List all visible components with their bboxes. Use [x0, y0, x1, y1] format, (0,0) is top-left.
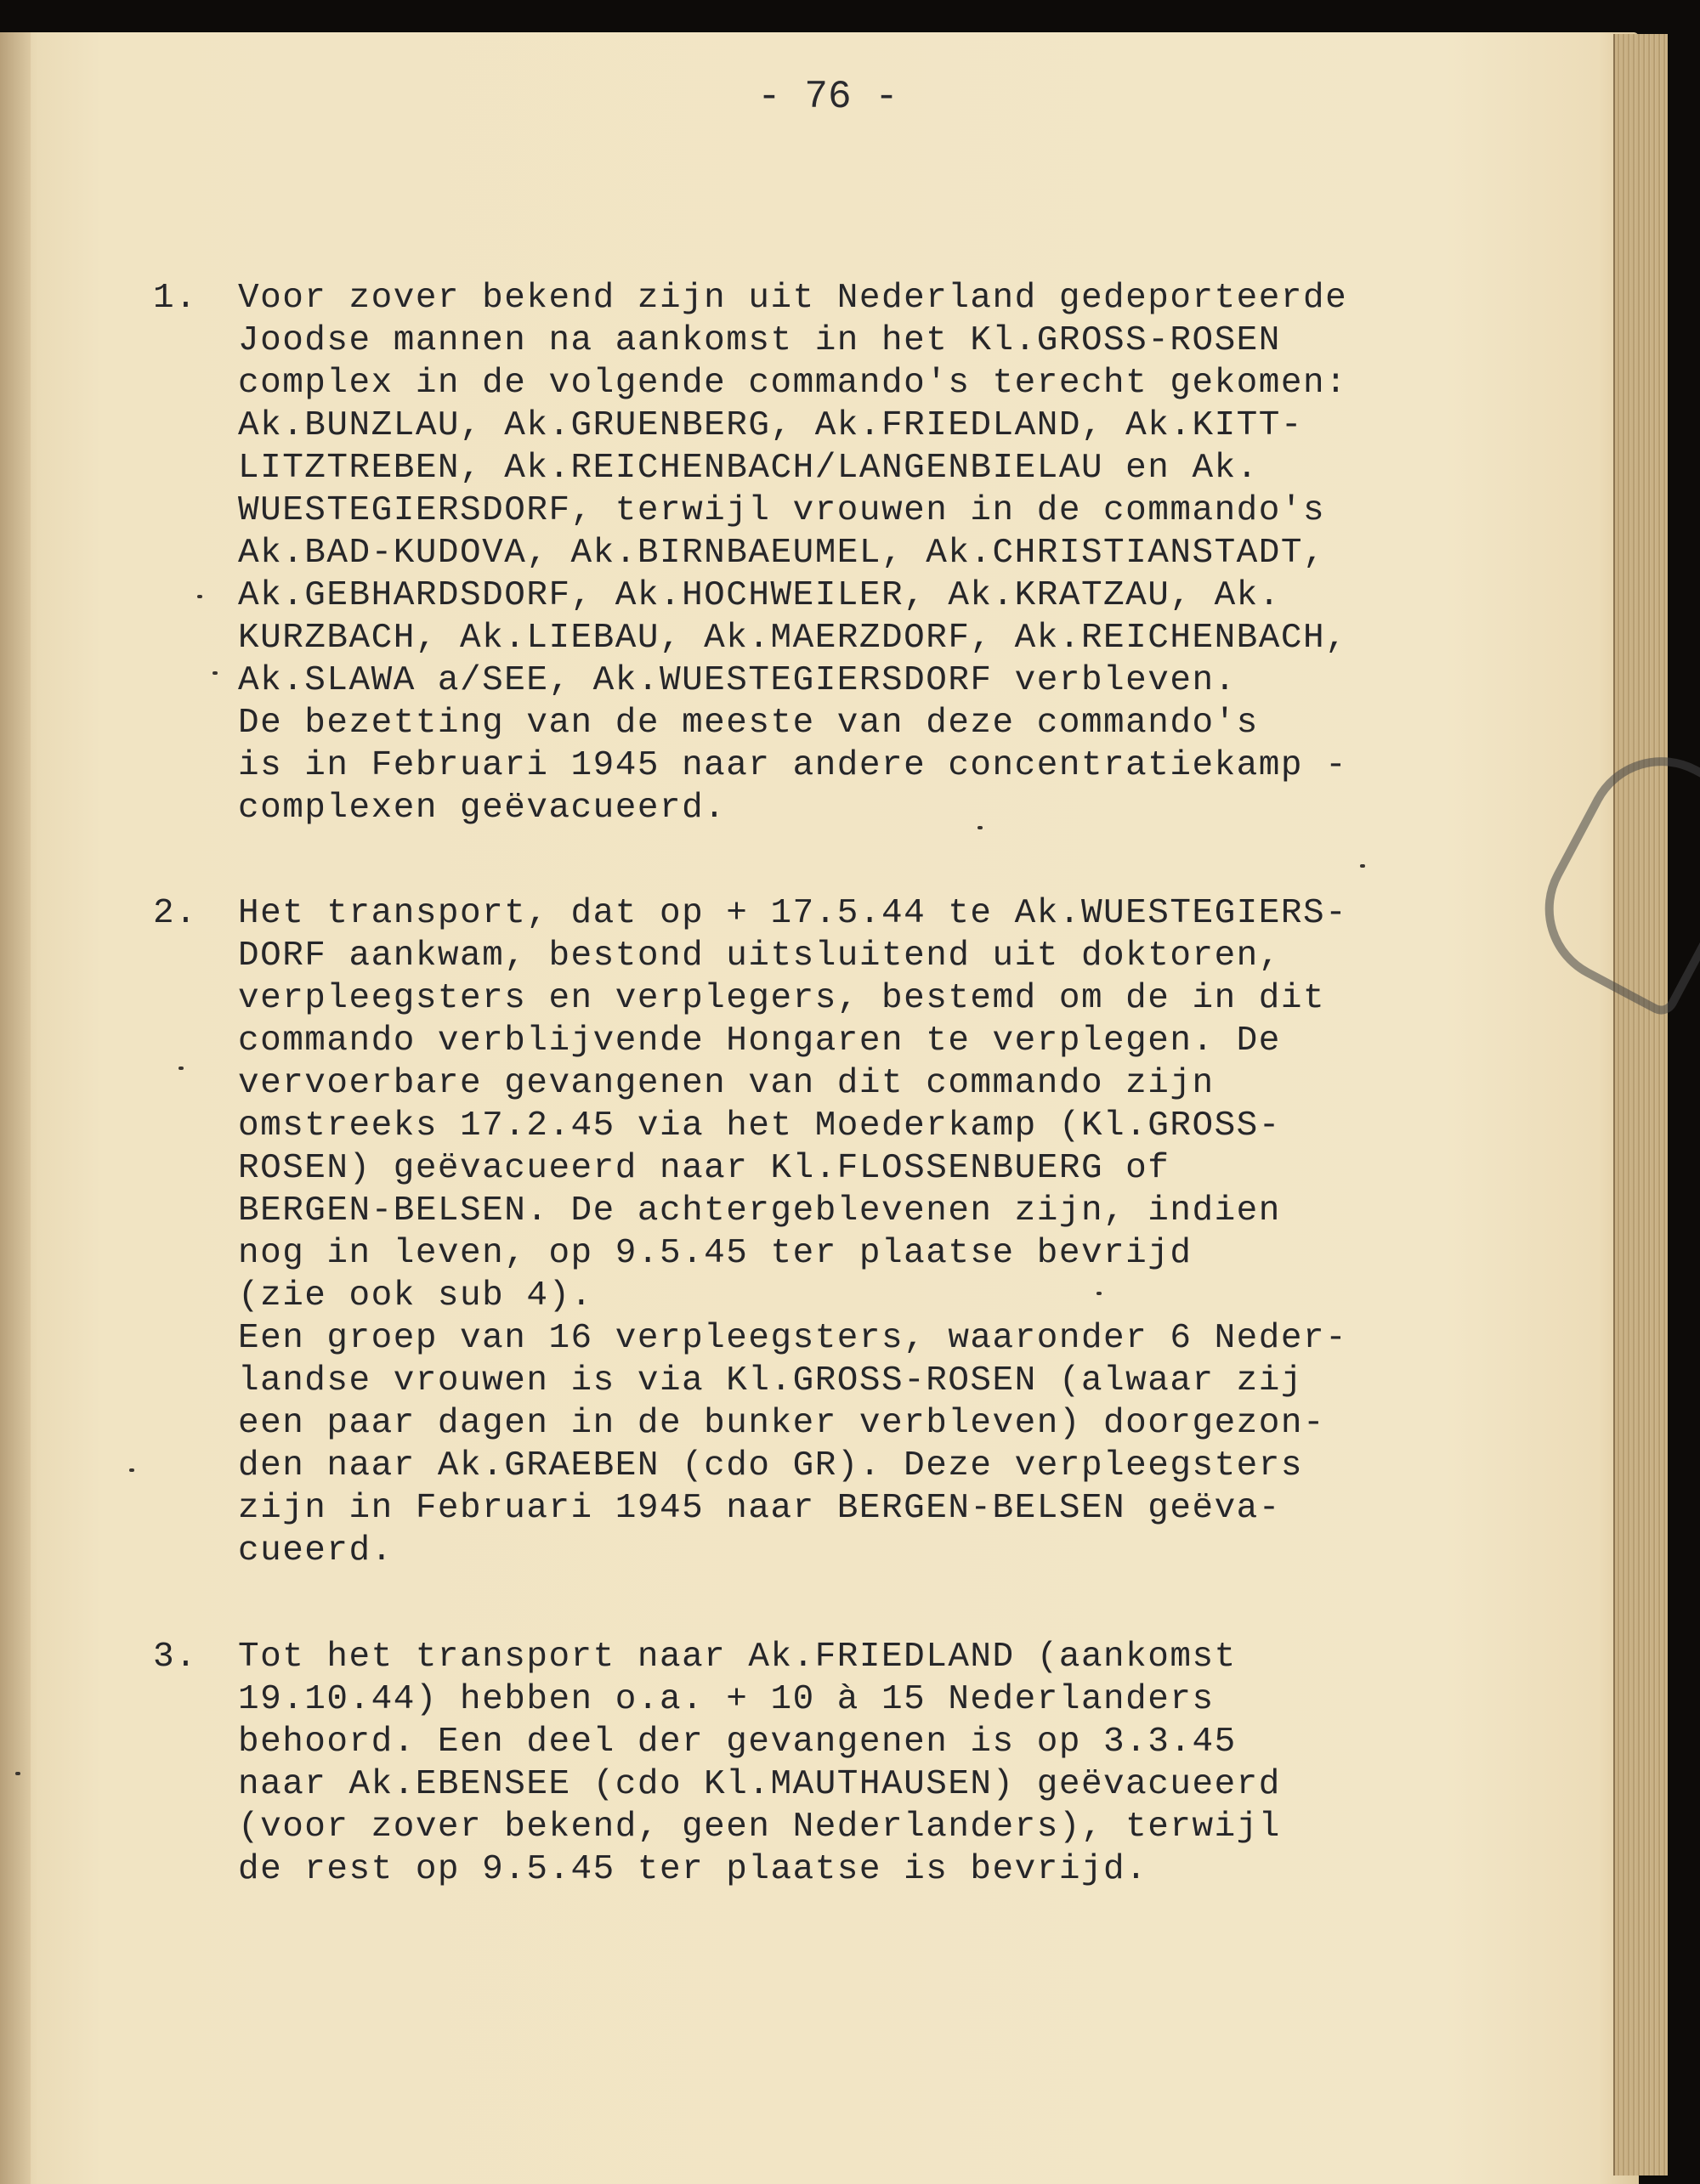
text-line: (voor zover bekend, geen Nederlanders), terwijl: [238, 1808, 1281, 1847]
text-line: complexen geëvacueerd.: [238, 789, 727, 828]
text-line: verpleegsters en verplegers, bestemd om de in dit: [238, 979, 1326, 1018]
paper-speck: [212, 671, 218, 675]
text-line: den naar Ak.GRAEBEN (cdo GR). Deze verpleegsters: [238, 1446, 1303, 1485]
paper-speck: [978, 826, 983, 829]
text-line: zijn in Februari 1945 naar BERGEN-BELSEN geëva-: [238, 1489, 1281, 1528]
text-line: 19.10.44) hebben o.a. + 10 à 15 Nederlanders: [238, 1680, 1215, 1719]
text-line: Joodse mannen na aankomst in het Kl.GROSS-ROSEN: [238, 321, 1281, 360]
paper-speck: [178, 1067, 184, 1070]
paper-speck: [15, 1772, 20, 1775]
text-line: (zie ook sub 4).: [238, 1276, 593, 1315]
text-line: een paar dagen in de bunker verbleven) doorgezon-: [238, 1404, 1326, 1443]
binding-fold: [0, 32, 31, 2184]
text-line: vervoerbare gevangenen van dit commando zijn: [238, 1064, 1215, 1103]
text-line: omstreeks 17.2.45 via het Moederkamp (Kl.GROSS-: [238, 1106, 1281, 1146]
text-line: De bezetting van de meeste van deze commando's: [238, 704, 1259, 743]
paragraph-number: 1.: [153, 279, 198, 318]
text-line: BERGEN-BELSEN. De achtergeblevenen zijn, indien: [238, 1191, 1281, 1231]
text-line: de rest op 9.5.45 ter plaatse is bevrijd.: [238, 1850, 1148, 1889]
text-line: complex in de volgende commando's terecht gekomen:: [238, 364, 1348, 403]
text-line: Ak.BUNZLAU, Ak.GRUENBERG, Ak.FRIEDLAND, Ak.KITT-: [238, 406, 1303, 445]
page-number: - 76 -: [757, 75, 898, 119]
text-line: cueerd.: [238, 1531, 394, 1570]
text-line: Ak.BAD-KUDOVA, Ak.BIRNBAEUMEL, Ak.CHRISTIANSTADT,: [238, 534, 1326, 573]
text-line: is in Februari 1945 naar andere concentratiekamp -: [238, 746, 1348, 785]
text-line: landse vrouwen is via Kl.GROSS-ROSEN (alwaar zij: [238, 1361, 1303, 1400]
paper-speck: [197, 595, 202, 598]
paragraph-number: 3.: [153, 1638, 198, 1677]
text-line: LITZTREBEN, Ak.REICHENBACH/LANGENBIELAU en Ak.: [238, 449, 1259, 488]
paragraph-1: [153, 277, 1564, 829]
text-line: Ak.GEBHARDSDORF, Ak.HOCHWEILER, Ak.KRATZAU, Ak.: [238, 576, 1281, 615]
page-stack-edge: [1613, 34, 1668, 2176]
text-line: DORF aankwam, bestond uitsluitend uit doktoren,: [238, 936, 1281, 976]
paper-speck: [129, 1468, 134, 1472]
text-line: Tot het transport naar Ak.FRIEDLAND (aankomst: [238, 1638, 1237, 1677]
text-line: Voor zover bekend zijn uit Nederland gedeporteerde: [238, 279, 1348, 318]
paper-speck: [1360, 864, 1365, 868]
paragraph-2: [153, 892, 1564, 1572]
text-line: commando verblijvende Hongaren te verplegen. De: [238, 1021, 1281, 1061]
text-line: behoord. Een deel der gevangenen is op 3.3.45: [238, 1723, 1237, 1762]
text-line: Het transport, dat op + 17.5.44 te Ak.WUESTEGIERS-: [238, 894, 1348, 933]
text-line: ROSEN) geëvacueerd naar Kl.FLOSSENBUERG of: [238, 1149, 1170, 1188]
text-line: naar Ak.EBENSEE (cdo Kl.MAUTHAUSEN) geëvacueerd: [238, 1765, 1281, 1804]
paragraph-number: 2.: [153, 894, 198, 933]
text-line: Ak.SLAWA a/SEE, Ak.WUESTEGIERSDORF verbleven.: [238, 661, 1237, 700]
text-line: Een groep van 16 verpleegsters, waaronder 6 Neder-: [238, 1319, 1348, 1358]
text-line: nog in leven, op 9.5.45 ter plaatse bevrijd: [238, 1234, 1193, 1273]
text-line: KURZBACH, Ak.LIEBAU, Ak.MAERZDORF, Ak.REICHENBACH,: [238, 619, 1348, 658]
paragraph-3: [153, 1636, 1564, 1891]
paper-speck: [1096, 1292, 1102, 1295]
text-line: WUESTEGIERSDORF, terwijl vrouwen in de commando's: [238, 491, 1326, 530]
